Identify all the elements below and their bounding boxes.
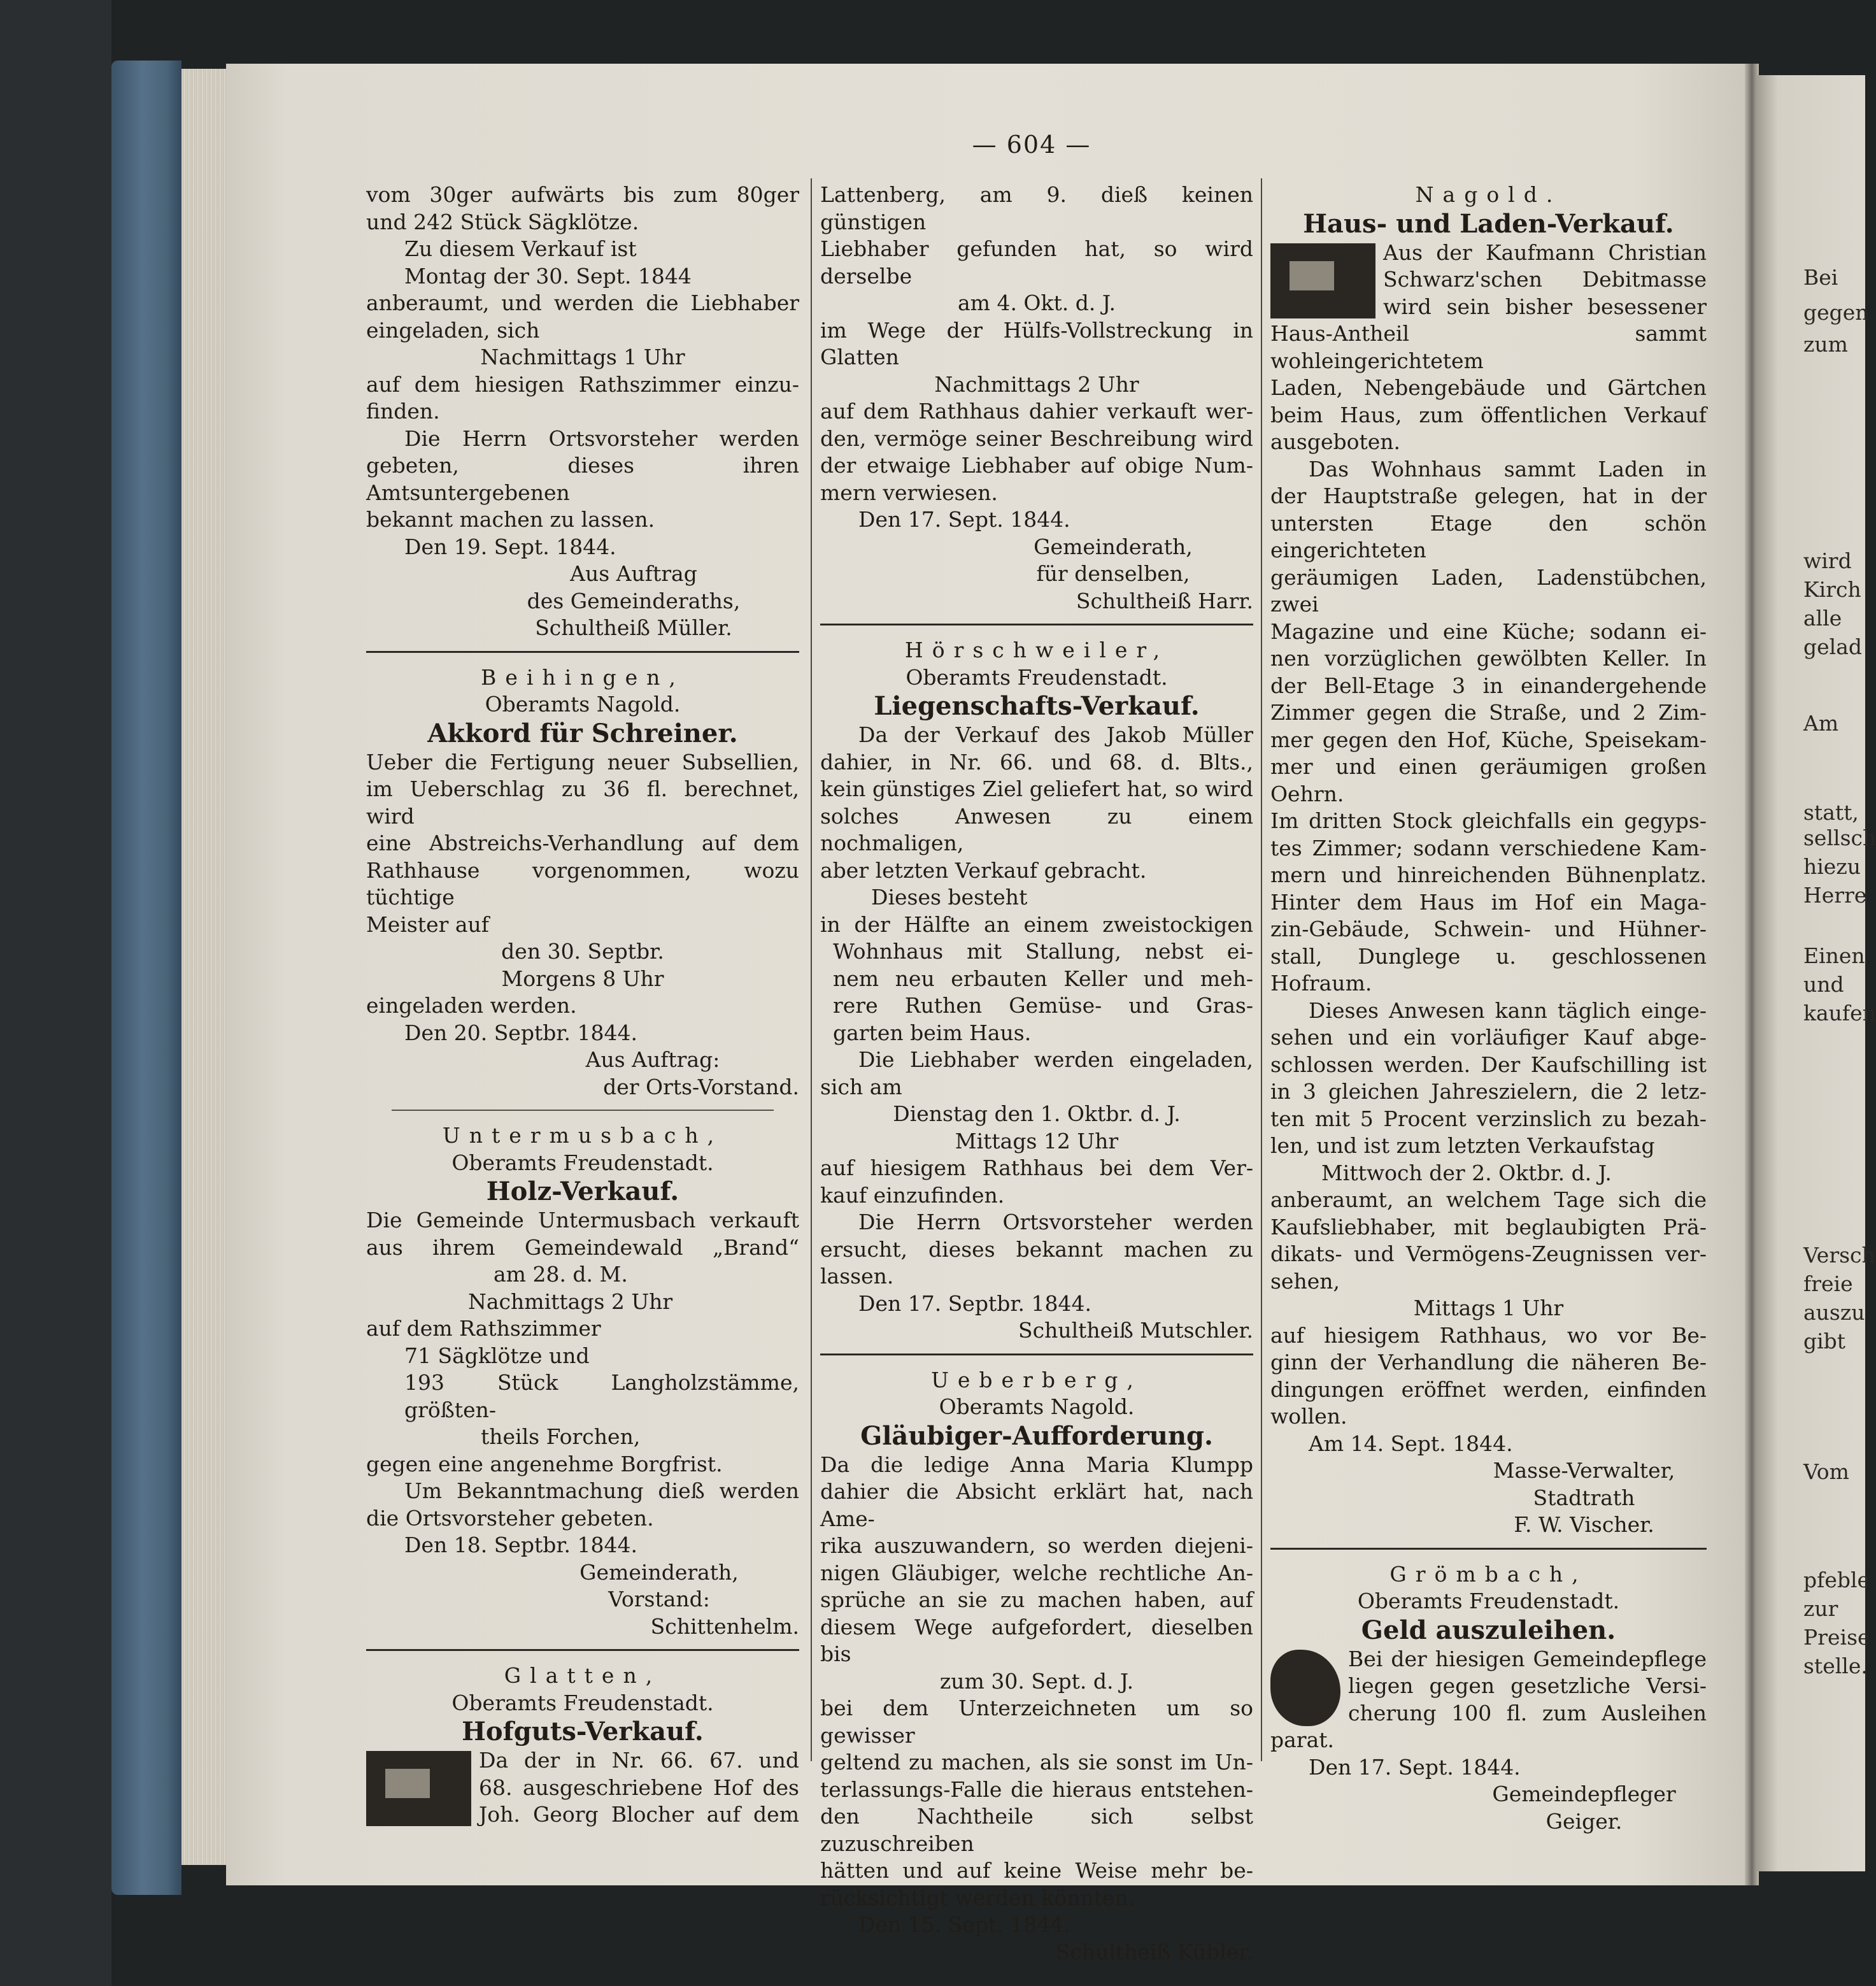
- book-background: [0, 0, 111, 1986]
- text-line: dikats- und Vermögens-Zeugnissen ver-: [1270, 1241, 1707, 1266]
- text-line: auf hiesigem Rathhaus, wo vor Be-: [1270, 1322, 1707, 1348]
- date-line: Mittwoch der 2. Oktbr. d. J.: [1321, 1160, 1612, 1185]
- text-line: solches Anwesen zu einem nochmaligen,: [820, 803, 1253, 855]
- text-line: Laden, Nebengebäude und Gärtchen: [1270, 375, 1707, 400]
- text-line: nen vorzüglichen gewölbten Keller. In: [1270, 646, 1707, 671]
- facing-page-fragment: sellsch: [1803, 825, 1876, 850]
- text-line: in der Hälfte an einem zweistockigen: [820, 911, 1253, 937]
- text-line: 68. ausgeschriebene Hof des: [479, 1775, 799, 1800]
- text-line: rücksichtigt werden könnten.: [820, 1885, 1135, 1910]
- signature-line: Schittenhelm.: [650, 1613, 799, 1639]
- facing-page-fragment: wird: [1803, 548, 1852, 573]
- facing-page-fragment: alle: [1803, 606, 1842, 631]
- signature-line: Geiger.: [1546, 1808, 1623, 1834]
- page-edges: [181, 69, 226, 1865]
- time-line: Nachmittags 1 Uhr: [480, 345, 685, 369]
- signature-line: Schultheiß Mutschler.: [1018, 1318, 1253, 1343]
- text-line: Aus der Kaufmann Christian: [1383, 239, 1707, 265]
- notice-title: Holz-Verkauf.: [486, 1176, 679, 1206]
- date-line: Den 17. Sept. 1844.: [1309, 1754, 1521, 1780]
- notice-place: Nagold.: [1415, 182, 1562, 207]
- text-line: schlossen werden. Der Kaufschilling ist: [1270, 1052, 1707, 1077]
- text-line: garten beim Haus.: [833, 1020, 1032, 1045]
- signature-line: Schultheiß Müller.: [535, 615, 732, 640]
- text-line: dingungen eröffnet werden, einfinden: [1270, 1376, 1707, 1402]
- text-line: Dieses besteht: [871, 885, 1028, 910]
- notice-separator: [820, 624, 1253, 625]
- text-line: terlassungs-Falle die hieraus entstehen-: [820, 1776, 1253, 1802]
- text-line: im Wege der Hülfs-Vollstreckung in: [820, 317, 1253, 343]
- notice-title: Liegenschafts-Verkauf.: [874, 691, 1200, 721]
- notice-separator: [366, 651, 799, 653]
- date-line: Dienstag den 1. Oktbr. d. J.: [893, 1101, 1181, 1126]
- text-line: Wohnhaus mit Stallung, nebst ei-: [833, 939, 1253, 964]
- text-line: Magazine und eine Küche; sodann ei-: [1270, 618, 1707, 644]
- signature-line: Gemeinderath,: [1034, 534, 1193, 559]
- text-line: Haus-Antheil sammt wohleingerichtetem: [1270, 321, 1707, 373]
- notice-district: Oberamts Freudenstadt.: [451, 1150, 714, 1175]
- text-line: Die Herrn Ortsvorsteher werden: [404, 425, 799, 451]
- text-line: 193 Stück Langholzstämme, größten-: [404, 1370, 799, 1422]
- text-line: den, vermöge seiner Beschreibung wird: [820, 425, 1253, 451]
- text-line: anberaumt, und werden die Liebhaber: [366, 290, 799, 315]
- text-line: ginn der Verhandlung die näheren Be-: [1270, 1350, 1707, 1375]
- text-line: geräumigen Laden, Ladenstübchen, zwei: [1270, 564, 1707, 617]
- notice-place: Beihingen,: [481, 664, 685, 690]
- signature-line: Vorstand:: [608, 1587, 710, 1611]
- column-2: [820, 182, 1253, 1966]
- notice-separator: [820, 1354, 1253, 1355]
- facing-page-fragment: Herre: [1803, 883, 1867, 908]
- text-line: gebeten, dieses ihren Amtsuntergebenen: [366, 453, 799, 505]
- text-line: wird sein bisher besessener: [1383, 294, 1707, 319]
- text-line: eingeladen werden.: [366, 993, 577, 1018]
- signature-line: Aus Auftrag: [570, 561, 697, 586]
- text-line: den Nachtheile sich selbst zuzuschreiben: [820, 1804, 1253, 1856]
- text-line: Meister auf: [366, 911, 490, 937]
- date-line: am 28. d. M.: [494, 1262, 628, 1287]
- text-line: Rathhause vorgenommen, wozu tüchtige: [366, 857, 799, 910]
- text-line: mern und hinreichenden Bühnenplatz.: [1270, 862, 1707, 887]
- date-line: den 30. Septbr.: [501, 939, 664, 964]
- text-line: sehen,: [1270, 1268, 1340, 1294]
- time-line: Nachmittags 2 Uhr: [934, 371, 1139, 397]
- text-line: diesem Wege aufgefordert, dieselben bis: [820, 1614, 1253, 1666]
- date-line: Den 15. Sept. 1844.: [858, 1912, 1070, 1937]
- notice-title: Geld auszuleihen.: [1361, 1615, 1616, 1645]
- text-line: Joh. Georg Blocher auf dem: [479, 1802, 799, 1827]
- text-line: auf hiesigem Rathhaus bei dem Ver-: [820, 1155, 1253, 1180]
- text-line: 71 Sägklötze und: [404, 1343, 590, 1368]
- facing-page-fragment: Am: [1803, 711, 1839, 736]
- notice-title: Gläubiger-Aufforderung.: [860, 1420, 1213, 1451]
- notice-place: Grömbach,: [1389, 1561, 1588, 1587]
- text-line: dahier die Absicht erklärt hat, nach Ame-: [820, 1479, 1253, 1531]
- book-spine-cover: [111, 61, 181, 1895]
- text-line: eingeladen, sich: [366, 317, 540, 343]
- date-line: Den 17. Septbr. 1844.: [858, 1290, 1091, 1316]
- text-line: Schwarz'schen Debitmasse: [1383, 267, 1707, 292]
- facing-page-fragment: gegen: [1803, 300, 1869, 325]
- text-line: finden.: [366, 399, 440, 424]
- house-woodcut-icon: [1270, 243, 1375, 318]
- text-line: untersten Etage den schön eingerichteten: [1270, 510, 1707, 562]
- text-line: stall, Dunglege u. geschlossenen Hofraum.: [1270, 943, 1707, 996]
- text-line: nigen Gläubiger, welche rechtliche An-: [820, 1560, 1253, 1585]
- text-line: rika auszuwandern, so werden diejeni-: [820, 1533, 1253, 1558]
- text-line: hätten und auf keine Weise mehr be-: [820, 1858, 1253, 1883]
- text-line: Lattenberg, am 9. dieß keinen günstigen: [820, 182, 1253, 234]
- date-line: zum 30. Sept. d. J.: [939, 1668, 1134, 1694]
- text-line: parat.: [1270, 1727, 1334, 1752]
- facing-page-fragment: Bei: [1803, 265, 1838, 290]
- signature-line: Masse-Verwalter,: [1493, 1458, 1675, 1483]
- text-line: sprüche an sie zu machen haben, auf: [820, 1587, 1253, 1612]
- signature-line: F. W. Vischer.: [1514, 1512, 1654, 1537]
- text-line: zin-Gebäude, Schwein- und Hühner-: [1270, 917, 1707, 941]
- text-line: kein günstiges Ziel geliefert hat, so wird: [820, 776, 1253, 801]
- text-line: ausgeboten.: [1270, 429, 1401, 454]
- facing-page-fragment: Einen: [1803, 943, 1865, 968]
- text-line: Da die ledige Anna Maria Klumpp: [820, 1452, 1253, 1477]
- notice-title: Hofguts-Verkauf.: [462, 1717, 704, 1747]
- text-line: der Bell-Etage 3 in einandergehende: [1270, 673, 1707, 698]
- notice-district: Oberamts Nagold.: [485, 692, 681, 717]
- notice-place: Untermusbach,: [442, 1123, 723, 1148]
- text-line: len, und ist zum letzten Verkaufstag: [1270, 1133, 1655, 1158]
- text-line: Das Wohnhaus sammt Laden in: [1309, 456, 1707, 482]
- facing-page-fragment: gibt: [1803, 1329, 1846, 1354]
- text-line: tes Zimmer; sodann verschiedene Kam-: [1270, 835, 1707, 861]
- text-line: der Hauptstraße gelegen, hat in der: [1270, 483, 1707, 508]
- text-line: geltend zu machen, als sie sonst im Un-: [820, 1750, 1253, 1775]
- notice-district: Oberamts Nagold.: [939, 1394, 1135, 1419]
- text-line: und 242 Stück Sägklötze.: [366, 209, 639, 234]
- page-number: — 604 —: [972, 131, 1091, 159]
- text-line: ersucht, dieses bekannt machen zu lassen.: [820, 1236, 1253, 1289]
- facing-page-fragment: auszu: [1803, 1300, 1865, 1325]
- text-line: eine Abstreichs-Verhandlung auf dem: [366, 831, 799, 855]
- text-line: vom 30ger aufwärts bis zum 80ger: [366, 182, 799, 207]
- signature-line: der Orts-Vorstand.: [603, 1074, 799, 1099]
- text-line: sich am: [820, 1074, 902, 1099]
- text-line: auf dem Rathszimmer: [366, 1316, 601, 1341]
- facing-page-fragment: stelle.: [1803, 1654, 1868, 1678]
- facing-page-fragment: hiezu: [1803, 854, 1861, 879]
- signature-line: Stadtrath: [1533, 1485, 1635, 1510]
- text-line: Zimmer gegen die Straße, und 2 Zim-: [1270, 700, 1707, 725]
- text-line: Kaufsliebhaber, mit beglaubigten Prä-: [1270, 1214, 1707, 1239]
- date-line: Den 19. Sept. 1844.: [404, 534, 616, 559]
- facing-page-fragment: Vom: [1803, 1459, 1849, 1484]
- text-line: Zu diesem Verkauf ist: [404, 236, 637, 261]
- text-line: Liebhaber gefunden hat, so wird derselbe: [820, 236, 1253, 289]
- facing-page-fragment: zum: [1803, 332, 1848, 357]
- notice-title: Akkord für Schreiner.: [427, 718, 738, 748]
- text-line: anberaumt, an welchem Tage sich die: [1270, 1187, 1707, 1212]
- column-3: [1270, 182, 1707, 1835]
- notice-title: Haus- und Laden-Verkauf.: [1303, 208, 1674, 239]
- text-line: mer und einen geräumigen großen Oehrn.: [1270, 754, 1707, 806]
- facing-page-fragment: gelad: [1803, 634, 1863, 659]
- text-line: gegen eine angenehme Borgfrist.: [366, 1451, 723, 1476]
- text-line: Hinter dem Haus im Hof ein Maga-: [1270, 889, 1707, 915]
- time-line: Mittags 1 Uhr: [1413, 1296, 1564, 1320]
- text-line: Um Bekanntmachung dieß werden: [404, 1478, 799, 1503]
- signature-line: Gemeindepfleger: [1492, 1782, 1676, 1806]
- text-line: Bei der hiesigen Gemeindepflege: [1348, 1646, 1707, 1671]
- facing-page-fragment: zur: [1803, 1596, 1838, 1621]
- text-line: Die Liebhaber werden eingeladen,: [858, 1047, 1253, 1072]
- facing-page-fragment: Versch: [1803, 1243, 1875, 1268]
- date-line: Den 20. Septbr. 1844.: [404, 1020, 637, 1045]
- text-line: in 3 gleichen Jahreszielern, die 2 letz-: [1270, 1079, 1707, 1104]
- text-line: theils Forchen,: [481, 1424, 641, 1449]
- notice-district: Oberamts Freudenstadt.: [906, 664, 1168, 690]
- time-line: Mittags 12 Uhr: [955, 1128, 1119, 1154]
- text-line: auf dem hiesigen Rathszimmer einzu-: [366, 371, 799, 397]
- text-line: aber letzten Verkauf gebracht.: [820, 857, 1147, 883]
- date-line: Den 17. Sept. 1844.: [858, 507, 1070, 532]
- text-line: Dieses Anwesen kann täglich einge-: [1309, 997, 1707, 1023]
- text-line: die Ortsvorsteher gebeten.: [366, 1505, 654, 1531]
- time-line: Nachmittags 2 Uhr: [468, 1289, 673, 1314]
- signature-line: des Gemeinderaths,: [527, 588, 741, 613]
- notice-place: Glatten,: [504, 1663, 662, 1688]
- date-line: Den 18. Septbr. 1844.: [404, 1532, 637, 1557]
- notice-place: Hörschweiler,: [904, 638, 1169, 662]
- text-line: kauf einzufinden.: [820, 1182, 1005, 1208]
- text-line: mern verwiesen.: [820, 480, 998, 505]
- text-line: aus ihrem Gemeindewald „Brand“: [366, 1234, 799, 1260]
- signature-line: Gemeinderath,: [579, 1559, 739, 1585]
- text-line: Ueber die Fertigung neuer Subsellien,: [366, 749, 799, 775]
- time-line: Morgens 8 Uhr: [501, 966, 664, 991]
- date-line: Montag der 30. Sept. 1844: [404, 263, 692, 289]
- notice-district: Oberamts Freudenstadt.: [1357, 1589, 1620, 1613]
- notice-place: Ueberberg,: [931, 1367, 1142, 1392]
- facing-page-fragment: und: [1803, 972, 1844, 997]
- text-line: nem neu erbauten Keller und meh-: [833, 966, 1253, 991]
- text-line: Glatten: [820, 345, 899, 369]
- column-1: [366, 182, 799, 1829]
- text-line: im Ueberschlag zu 36 fl. berechnet, wird: [366, 776, 799, 829]
- text-line: Die Herrn Ortsvorsteher werden: [858, 1210, 1253, 1234]
- text-line: liegen gegen gesetzliche Versi-: [1348, 1673, 1707, 1698]
- facing-page-fragment: kaufen: [1803, 1001, 1876, 1025]
- house-woodcut-icon: [366, 1751, 471, 1826]
- facing-page-fragment: pfeble: [1803, 1568, 1870, 1592]
- signature-line: Aus Auftrag:: [585, 1047, 720, 1072]
- facing-page-fragment: Kirch: [1803, 577, 1861, 602]
- text-line: Da der in Nr. 66. 67. und: [479, 1748, 799, 1773]
- notice-separator: [366, 1649, 799, 1651]
- text-line: beim Haus, zum öffentlichen Verkauf: [1270, 402, 1707, 427]
- signature-line: Schultheiß Harr.: [1076, 588, 1253, 613]
- text-line: wollen.: [1270, 1404, 1347, 1429]
- text-line: bei dem Unterzeichneten um so gewisser: [820, 1696, 1253, 1748]
- text-line: sehen und ein vorläufiger Kauf abge-: [1270, 1025, 1707, 1050]
- signature-line: Schultheiß Kübler.: [1055, 1939, 1253, 1964]
- date-line: Am 14. Sept. 1844.: [1309, 1431, 1513, 1456]
- facing-page-fragment: statt,: [1803, 800, 1859, 825]
- text-line: bekannt machen zu lassen.: [366, 507, 655, 532]
- notice-separator: [392, 1110, 774, 1111]
- text-line: auf dem Rathhaus dahier verkauft wer-: [820, 399, 1253, 424]
- facing-page-fragment: Preise: [1803, 1625, 1870, 1650]
- text-line: cherung 100 fl. zum Ausleihen: [1348, 1700, 1707, 1725]
- column-rule-1: [811, 178, 812, 1761]
- date-line: am 4. Okt. d. J.: [958, 290, 1116, 315]
- text-line: Da der Verkauf des Jakob Müller: [858, 722, 1253, 747]
- text-line: der etwaige Liebhaber auf obige Num-: [820, 453, 1253, 478]
- text-line: ten mit 5 Procent verzinslich zu bezah-: [1270, 1106, 1707, 1131]
- facing-page-fragment: freie: [1803, 1271, 1853, 1296]
- text-line: Im dritten Stock gleichfalls ein gegyps-: [1270, 808, 1707, 833]
- notice-district: Oberamts Freudenstadt.: [451, 1690, 714, 1715]
- text-line: mer gegen den Hof, Küche, Speisekam-: [1270, 727, 1707, 752]
- signature-line: für denselben,: [1036, 561, 1190, 586]
- text-line: rere Ruthen Gemüse- und Gras-: [833, 993, 1253, 1018]
- text-line: Die Gemeinde Untermusbach verkauft: [366, 1208, 799, 1232]
- text-line: dahier, in Nr. 66. und 68. d. Blts.,: [820, 749, 1253, 775]
- column-rule-2: [1261, 178, 1262, 1761]
- notice-separator: [1270, 1548, 1707, 1550]
